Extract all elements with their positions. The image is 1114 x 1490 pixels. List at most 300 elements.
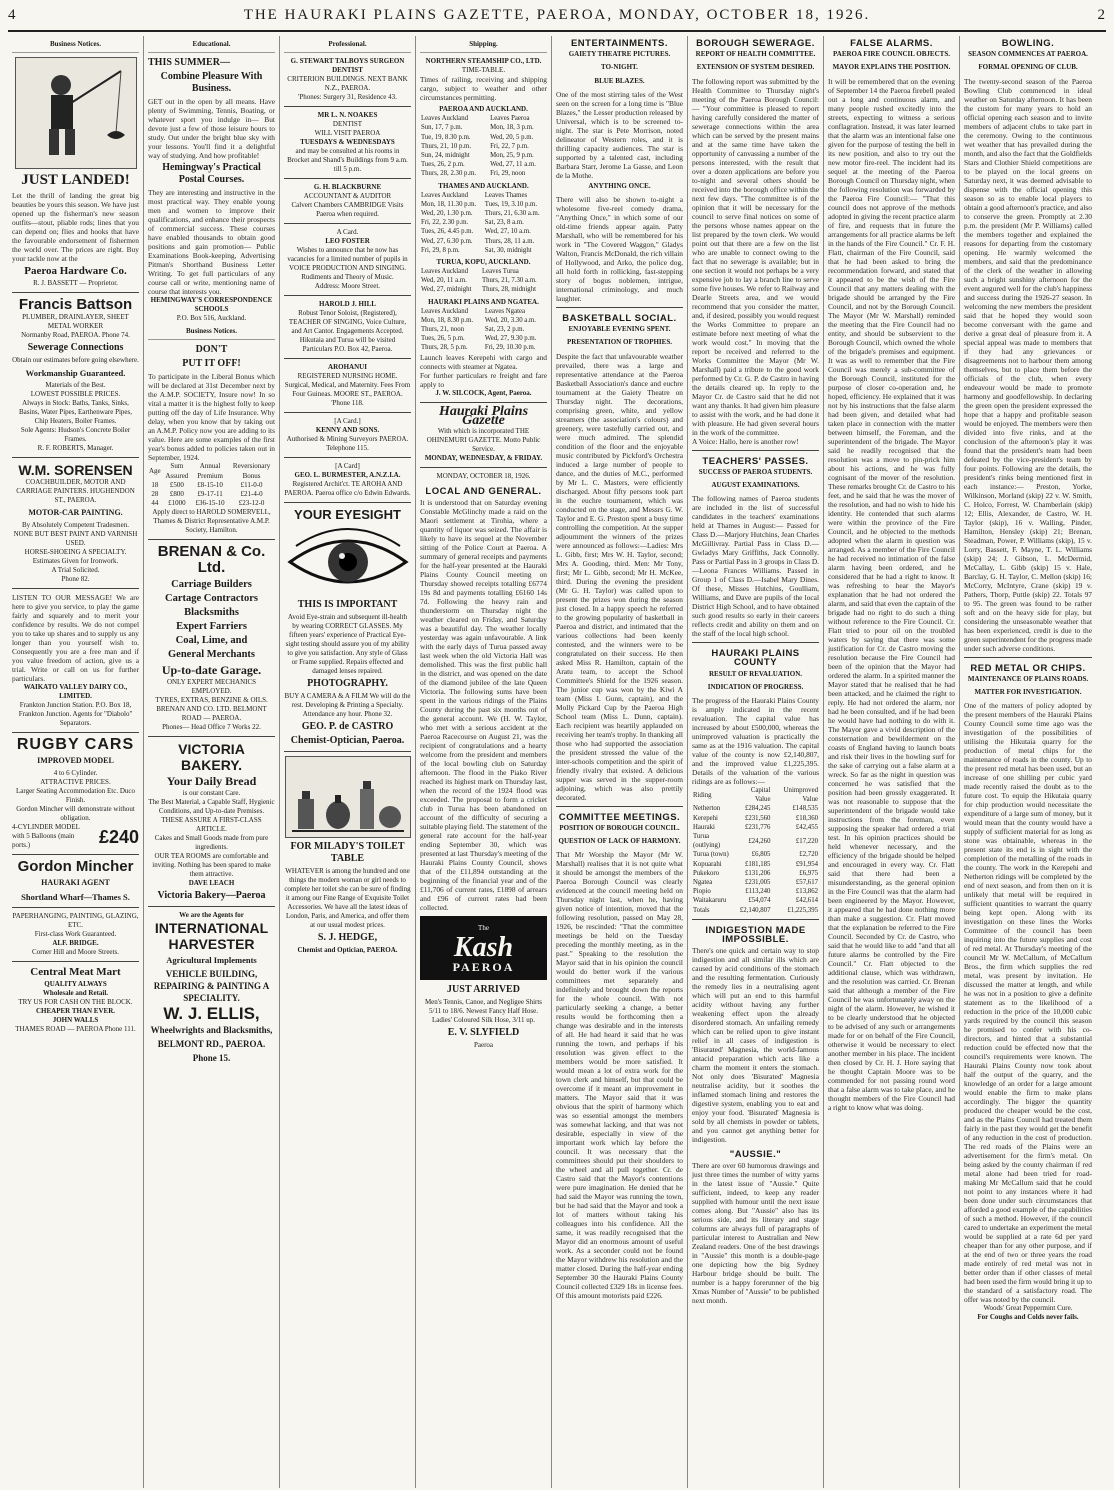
cell: Tues, 26, 2 p.m.: [421, 161, 465, 169]
cell: Thurs, 21, 6.30 a.m.: [484, 210, 540, 218]
local-general-heading: LOCAL AND GENERAL.: [425, 486, 542, 498]
nursing-home: REGISTERED NURSING HOME.: [297, 372, 398, 381]
sole-agents: Sole Agents: Hudson's Concrete Boiler Frames.: [20, 426, 131, 444]
business-notices-header: Business Notices.: [148, 323, 275, 340]
cell: Thurs, 21, 10 p.m.: [421, 142, 472, 150]
revaluation: RESULT OF REVALUATION.: [708, 669, 803, 678]
cakes: Cakes and Small Goods made from pure ingredients.: [154, 834, 269, 852]
noakes-visit: WILL VISIT PAEROA: [314, 129, 381, 138]
anything-text: There will also be shown to-night a wholesome five-reel comedy drama, "Anything Once," in which some of our old-time friends appear again. Patty Marshall, who will be remembered for his work in "The Covered Waggon," Gladys Walton, Francis McDonald, the rich villain of Hollywood, and Arko, the police dog, all hold forth in rollicking, fast-stepping story of bogus noblemen, intrigue, international criminology, and much laughter.: [556, 195, 683, 304]
model-price-row: [12, 823, 139, 850]
cell: Turua (outlying): [693, 833, 721, 850]
card-label: A Card.: [336, 228, 359, 237]
motorcar-painting: MOTOR-CAR PAINTING.: [28, 508, 123, 518]
sorensen-trade: COACHBUILDER, MOTOR AND CARRIAGE PAINTERS. HUGHENDON ST., PAEROA.: [16, 478, 135, 505]
cell: Thurs, 28, midnight: [481, 286, 536, 294]
table-row: [420, 307, 547, 316]
putoff-heading: PUT IT OFF!: [182, 358, 241, 370]
sewerage-text: The following report was submitted by the Health Committee to Thursday night's meeting of the Paeroa Borough Council:— "Your committee is pleased to report having carefully considered the matter of sewerage connections within the area which can be served by the present mains and at the same time have taken the opportunity of canvassing a number of the persons interested, with the result that over a dozen applications are before you to-night and several others should be received into the borough office within the next few days. "The committee is of the opinion that it will be necessary for the council to serve final notices on some of the persons whose names appear on the list prepared by the town clerk. We would point out that there are a few on the list who are unable to connect owing to the fact that no sewerage is available; but in one section it would not perhaps be a very expensive job to lay a branch line to serve some five houses. We refer to Railway and Dearle Streets area, and we would recommend that you consider the matter, and, if desired, possibly you would request the Works Committee to prepare an estimate before next meeting of what the work would cost." In moving that the report be received and referred to the Works Committee the Mayor (Mr W. Marshall) paid a tribute to the good work performed by Cr. G. P. de Castro in having the details cleared up. In reply to the Mayor Cr. de Castro said that he did not want any thanks. It had given him pleasure to assist with the work, and he had done it with pleasure. He had given several hours in the work of the committee.: [692, 76, 819, 437]
masthead: [8, 0, 1106, 32]
table-row: [692, 887, 819, 896]
brenan-service: Expert Farriers: [176, 621, 247, 633]
cell: Kopuarahi: [693, 860, 722, 868]
cell: £181,185: [744, 860, 771, 868]
cell: £500: [169, 480, 184, 489]
column-6-sewerage: [688, 36, 824, 1488]
table-row: [420, 133, 547, 142]
important-heading: THIS IS IMPORTANT: [297, 599, 398, 611]
frankton-address: Frankton Junction Station. P.O. Box 18, Frankton Junction. Agents for "Diabolo" Separators.: [18, 701, 133, 728]
cell: £11-0-0: [240, 480, 263, 489]
valuation-table: [692, 786, 819, 915]
cell: Leaves Auckland: [421, 268, 468, 276]
noakes-consult: and may be consulted at his rooms in Brocket and Shand's Buildings from 9 a.m. till 5 p.m.: [287, 147, 408, 174]
entertainments-heading: ENTERTAINMENTS.: [570, 38, 669, 49]
john-walls: JOHN WALLS: [52, 1016, 99, 1025]
cell: £148,535: [792, 805, 818, 813]
table-row: [692, 832, 819, 850]
brenan-road: BRENAN AND CO. LTD. BELMONT ROAD — PAEROA.: [156, 705, 267, 723]
cell: £91,954: [795, 860, 818, 868]
best-material: The Best Material, a Capable Staff, Hygienic Conditions, and Up-to-date Premises.: [148, 798, 275, 816]
apply-somervell: Apply direct to HAROLD SOMERVELL, Thames & District Representative A.M.P. Society, Hamilton.: [152, 508, 271, 535]
cell: Fri, 29, 8 p.m.: [421, 246, 460, 254]
cell: £23-12-0: [238, 499, 265, 508]
horse-shoeing: HORSE-SHOEING A SPECIALTY.: [24, 548, 127, 557]
cell: £9-17-11: [197, 490, 223, 499]
gazette-nameplate: Hauraki Plains Gazette: [438, 403, 529, 428]
table-row: [148, 490, 275, 499]
shortland-wharf: Shortland Wharf—Thames S.: [21, 892, 130, 903]
rugby-cars: RUGBY CARS: [16, 736, 135, 754]
cell: Hauraki: [693, 823, 715, 831]
cell: Leaves Turua: [481, 268, 519, 276]
page-number-left: 4: [8, 6, 17, 23]
blue-blazes: BLUE BLAZES.: [594, 76, 645, 85]
season-commences: SEASON COMMENCES AT PAEROA.: [968, 50, 1088, 59]
table-row: [420, 227, 547, 236]
international: INTERNATIONAL: [154, 920, 269, 937]
assure: THESE ASSURE A FIRST-CLASS ARTICLE.: [161, 816, 262, 834]
hemingway-text: They are interesting and instructive in the most practical way. They enable young men and women to improve their qualifications, and enhance their prospects of commercial success. These courses have enabled thousands to obtain good positions and gain promotion— Public Examinations Book-keeping, Advertising Pitman's Shorthand Business Letter Writing. To get full particulars of any course call or write, mentioning name of course that interests you.: [148, 188, 275, 297]
brenan-service: Cartage Contractors: [164, 593, 258, 605]
noakes-days: TUESDAYS & WEDNESDAYS: [300, 138, 395, 147]
table-row: [420, 114, 547, 123]
eyesight-heading: YOUR EYESIGHT: [294, 507, 401, 523]
silcock-agent: J. W. SILCOCK, Agent, Paeroa.: [435, 388, 532, 397]
table-row: [420, 169, 547, 178]
anything-once: ANYTHING ONCE.: [588, 181, 651, 190]
victoria-bakery: VICTORIA BAKERY.: [178, 741, 245, 774]
tonight: TO-NIGHT.: [601, 63, 638, 72]
table-row: [420, 267, 547, 276]
noakes-name: MR L. N. NOAKES: [317, 111, 378, 120]
cell: Wed, 27, 10 a.m.: [484, 228, 531, 236]
vehicle-building: VEHICLE BUILDING, REPAIRING & PAINTING A SPECIALITY.: [153, 969, 270, 1004]
cell: Wed, 27, midnight: [421, 286, 472, 294]
timetable-text: Times of railing, receiving and shipping cargo, subject to weather and other circumstances permitting.: [420, 75, 547, 103]
cell: £231,776: [744, 823, 771, 831]
cell: Thurs, 21, 7.30 a.m.: [481, 277, 537, 285]
phone-82: Phone 82.: [61, 575, 90, 584]
cell: Fri, 29, noon: [490, 170, 526, 178]
model-spec: 4-CYLINDER MODEL with 5 Balloons (main ports.): [12, 823, 80, 850]
daily-bread: Your Daily Bread: [166, 774, 257, 789]
table-row: [692, 860, 819, 869]
cell: Wed, 20, 1.30 p.m.: [421, 210, 473, 218]
card-label-2: [A Card.]: [334, 417, 361, 426]
formal-opening: FORMAL OPENING OF CLUB.: [978, 63, 1078, 72]
cell: Wed, 27, 9.30 p.m.: [484, 335, 537, 343]
paperhanging: PAPERHANGING, PAINTING, GLAZING, ETC.: [12, 912, 139, 930]
timetable-heading: TIME-TABLE.: [461, 66, 506, 75]
cylinder: 4 to 6 Cylinder.: [53, 769, 98, 778]
materials: Materials of the Best.: [45, 381, 106, 390]
county-text: The progress of the Hauraki Plains County is amply indicated in the recent revaluation. The capital value has increased by about £500,000, whereas the unimproved valuation is practically the same as at the 1916 valuation. The capital value of the county is now £2,140,807, and the improved value £1,225,395. Details of the valuation of the various ridings are as follows:—: [692, 696, 819, 787]
cell: Waitakaruru: [693, 897, 727, 905]
bonus-col-sum: Sum Assured: [165, 462, 189, 480]
noakes-title: DENTIST: [332, 120, 363, 129]
turua-table: [420, 267, 547, 295]
cell: £284,245: [744, 805, 771, 813]
sewerage-text: Obtain our estimates before going elsewhere.: [12, 356, 139, 365]
column-4-shipping: [416, 36, 552, 1488]
maintenance-roads: MAINTENANCE OF PLAINS ROADS.: [967, 674, 1089, 683]
chemist-optician: Chemist-Optician, Paeroa.: [290, 735, 405, 747]
cell: £231,005: [744, 879, 771, 887]
thames-auckland: THAMES AND AUCKLAND.: [438, 181, 529, 190]
cell: Sat, 30, midnight: [484, 246, 532, 254]
indigestion-heading: INDIGESTION MADE IMPOSSIBLE.: [705, 924, 806, 946]
table-row: [420, 316, 547, 325]
cell: £800: [169, 490, 184, 499]
brenan-service: Coal, Lime, and: [175, 635, 248, 647]
cell: Wed, 27, 6.30 p.m.: [421, 237, 473, 245]
ironwork-estimates: Estimates Given for Ironwork.: [32, 557, 119, 566]
hedge-name: S. J. HEDGE,: [317, 932, 378, 944]
battson-name: Francis Battson: [18, 296, 133, 314]
cell: Thurs, 28, 5 p.m.: [421, 344, 468, 352]
teachers-heading: TEACHERS' PASSES.: [702, 455, 809, 467]
local-general-text: It is understood that on Saturday evening Constable McGlinchy made a raid on the Maori settlement at Tirohia, where a quantity of liquor was seized. The affair is likely to have its sequel at the November sitting of the Police Court at Paeroa. A summary of general receipts and payments for the half-year presented at the Hauraki Plains County Council meeting on Thursday showed receipts totalling £6774 19s 8d and payments totalling £6160 14s 7d. Following the heavy rain and thunderstorm on Thursday night the weather cleared on Friday, and Saturday was a beautiful day. The weather locally yesterday was again unfavourable. A link with the early days of Turua passed away last week when the old Victoria Hall was demolished. This was the first public hall in the district, and was opened on the date of the diamond jubilee of the late Queen Victoria. The following sums have been spent in the various ridings of the Plains County during the past six months out of the general account. We (H. W. Taylor, who met with a serious accident at the Paeroa Racecourse on August 21, was the recipient of congratulations and a hearty welcome from the president and members of the local bowling club on Saturday afternoon. The flood in the Piako River reached its highest mark on Thursday last, when the record of the 1924 flood was exceeded. The proposal to form a cricket club in Turua has been abandoned on account of the difficulty of securing a suitable playing field. The statement of the general rate account for the half-year ending September 30, which was presented at last Thursday's meeting of the Hauraki Plains County Council, shows that of the £11,894 outstanding at the beginning of the financial year and of the £11,706 of current rates, £1898 of arrears and £96 of current rates had been collected.: [420, 498, 547, 913]
committee-text: That Mr Worship the Mayor (Mr W. Marshall) realises that it is not quite what it should be amongst the members of the Paeroa Borough Council was clearly evidenced at the council meeting held on Thursday night last, when he, having given notice of intention, moved that the following resolution, passed on May 28, 1926, be rescinded: "That the committee meetings be held on the Tuesday preceding the monthly meeting, as in the past." Speaking to the resolution the Mayor said that in his opinion the council would do better work if the various committees met separately and indefinitely and brought down the reports for the whole council. With not particularly seeking a change, a better results would be forthcoming then a change was desirable and in the interests of all. He had heard it said that he was running the town, and perhaps if his resolution was given effect to the members would be more satisfied. It would mean a lot of extra work for the town clerk and himself, but that could be overcome if it meant an improvement in matters. The Mayor said that it was obvious that the spirit of harmony which was so essential amongst the members was somewhat lacking, and that was not desirable, especially in view of the important work which lay before the council. It was necessary that the committees should put their shoulders to the wheel and all pull together. Cr. de Castro said that the Mayor's contentions were pure imagination. He denied that he had said the Mayor was running the town, but he had said that the Mayor and took a lot of matters without taking his colleagues into his confidence. All the same, it was readily recognised that the Mayor did an enormous amount of useful work. As a seconder could not be found the Mayor withdrew his resolution and the matter closed. During the half-year ending September 30 the Hauraki Plains County Council collected £329 18s in license fees. Of this amount motorists paid £226.: [556, 850, 683, 1301]
cell: Leaves Auckland: [421, 115, 468, 123]
cell: £1,225,395: [787, 906, 818, 914]
implements: Agricultural Implements: [166, 955, 257, 966]
gaiety-heading: GAIETY THEATRE PICTURES.: [568, 50, 671, 59]
august-exams: AUGUST EXAMINATIONS.: [711, 481, 800, 490]
cell: £42,455: [795, 823, 818, 831]
workmanship: Workmanship Guaranteed.: [25, 368, 126, 379]
summer-text: GET out in the open by all means. Have plenty of Swimming, Tennis, Boating, or whatever sport you indulge in— But devote just a few of those leisure hours to study. Out under the bright blue sky with your lessons. You'll find it a delightful way of studying. And how profitable!: [148, 97, 275, 161]
columns: [8, 36, 1106, 1488]
dave-leach: DAVE LEACH: [188, 879, 235, 888]
eye-text: Avoid Eye-strain and subsequent ill-health by wearing CORRECT GLASSES. My fifteen years' experience of Practical Eye-sight testing should assure you of my ability to give you satisfaction. Any style of Glass or Frame supplied. Repairs effected and damaged lenses repaired.: [285, 613, 410, 676]
brenan-service: Blacksmiths: [184, 607, 239, 619]
paeroa-auckland-table: [420, 114, 547, 178]
mechanics: ONLY EXPERT MECHANICS EMPLOYED.: [166, 678, 257, 696]
table-row: [692, 869, 819, 878]
aussie-heading: "AUSSIE.": [729, 1149, 782, 1161]
enjoyable-evening: ENJOYABLE EVENING SPENT.: [568, 325, 671, 334]
fisherman-icon: [21, 63, 131, 163]
hill-text: Robust Tenor Soloist, (Registered), TEACHER OF SINGING, Voice Culture, and Art Cantor. Engagements Accepted. Hikutaia and Turua will be visited Particulars P.O. Box 42, Paeroa.: [288, 309, 407, 354]
thames-auckland-table: [420, 191, 547, 255]
central-meat-mart: Central Meat Mart: [30, 966, 121, 979]
battson-trade: PLUMBER, DRAINLAYER, SHEET METAL WORKER: [22, 313, 129, 331]
just-landed-text: Let the thrill of landing the great big beauties be yours this season. We have just opened up the fisherman's new season outfits—stout, pliable rods; lines that you can depend on; flies and hooks that have the favourable endorsement of fishermen the world over. The prices are right. Buy your tackle now at the: [12, 191, 139, 264]
table-row: [420, 334, 547, 343]
first-class-work: First-class Work Guaranteed.: [34, 930, 117, 939]
paeroa-hardware-name: Paeroa Hardware Co.: [24, 265, 127, 278]
question-harmony: QUESTION OF LACK OF HARMONY.: [558, 837, 681, 846]
blackburne-title: ACCOUNTANT & AUDITOR: [303, 192, 392, 201]
cell: Pukekoro: [693, 869, 720, 877]
blackburne-address: Calvert Chambers CAMBRIDGE Visits Paeroa when required.: [291, 201, 404, 219]
cell: Sun, 17, 7 p.m.: [421, 124, 463, 132]
cell: Turua (town): [693, 851, 729, 859]
position-borough: POSITION OF BOROUGH COUNCIL.: [559, 823, 680, 832]
basketball-text: Despite the fact that unfavourable weather prevailed, there was a large and representative attendance at the Paeroa Basketball Association's dance and euchre tournament at the Gaiety Theatre on Thursday night. The decorations, comprising green, white, and yellow streamers (the association's colours) and greenery, were tastefully carried out, and were much admired. The splendid condition of the floor and the enjoyable music contributed by Pickford's Orchestra induced a large number of people to dance, and the duties of M.C., performed by Mr L. C. Masters, were efficiently discharged. About fifty persons took part in the euchre tournament, which was conducted on the stage, and Messrs G. W. Taylor and E. G. Preston spent a busy time controlling the competition. At the supper adjournment the winners of the prizes were announced as follows:—Ladies: Mrs L. Gibb, first; Mrs W. H. Taylor, second; Mrs A. Gooding, third. Men: Mr Tony, first; Mr L. Gibb, second; Mr H. McKee, third. During the evening the president (Mr G. H. Taylor) was called upon to present the prizes won during the season just closed. In a happy speech he referred to the growing popularity of basketball in Paeroa and district, and intimated that the various collections had been keenly contested, and the winners were to be congratulated on their success. He then asked Miss R. Hamilton, captain of the Aratu team, to accept the School Committee's Shield for the 1926 season. The junior cup was won by the Kiwi A team (Miss I. Gunn, captain), and the Molly Pickard Cup by the Paeroa High School team (Miss L. Dunn, captain). Each recipient was heartily applauded on receiving her team's trophy. In thanking all those who had supported the association the president stressed the value of the inter-schools competition and the spirit of friendly rivalry that existed. A delicious supper was served in the supper-room adjoining, which was also prettily decorated.: [556, 351, 683, 802]
ellis-name: W. J. ELLIS,: [163, 1004, 260, 1024]
column-2-educational: [144, 36, 280, 1488]
eye-icon: [286, 526, 410, 596]
extension-desired: EXTENSION OF SYSTEM DESIRED.: [696, 63, 815, 72]
progress: INDICATION OF PROGRESS.: [707, 682, 804, 691]
launch-note: Launch leaves Kerepehi with cargo and connects with steamer at Ngatea.: [420, 352, 547, 371]
quality-always: QUALITY ALWAYS: [44, 980, 107, 989]
kash-advert: [420, 916, 547, 980]
cell: £8-15-10: [197, 480, 223, 489]
teachers-text: The following names of Paeroa students are included in the list of successful candidates in the teachers' examinations held at Thames in August:— Passed for Class D.—Marjory Hutchins, Jean Charles McGillivray. Partial Pass in Class D.—Gwladys Mary Griffiths, Jack Connolly. Pass or Partial Pass in 3 groups in Class D.—Leona Frances Williams. Passed in Group 1 of Class D.—Isabel Mary Dines. Of these, Misses Hutchins, Goulliam, Williams, and Dave are pupils of the local District High School, and to have obtained such good results so early in their careers reflects credit and ability on them and on the staff of the local high school.: [692, 494, 819, 639]
bonus-table: [148, 462, 275, 508]
milady-text: WHATEVER is among the hundred and one things the modern woman or girl needs to complete her toilet she can be sure of finding it among our Fine Range of Exquisite Toilet Accessories. We have all the latest ideas of London, Paris, and America, and offer them at our usual modest prices.: [284, 867, 411, 930]
table-row: [420, 209, 547, 218]
cell: Totals: [693, 906, 710, 914]
cell: Fri, 22, 7 p.m.: [490, 142, 529, 150]
mincher-name: Gordon Mincher: [17, 858, 134, 876]
cell: Tues, 26, 5 p.m.: [421, 335, 465, 343]
waikato-dairy: WAIKATO VALLEY DAIRY CO., LIMITED.: [23, 683, 128, 701]
ngatea-table: [420, 307, 547, 353]
bonus-col-age: Age: [149, 467, 161, 475]
table-totals: [692, 906, 819, 915]
cell: Thurs, 28, 2.30 p.m.: [421, 170, 477, 178]
cell: Fri, 29, 10.30 p.m.: [484, 344, 536, 352]
cell: Kerepehi: [693, 814, 718, 822]
lowest-prices: LOWEST POSSIBLE PRICES.: [30, 390, 121, 399]
bonus-col-bonus: Reversionary Bonus: [232, 462, 271, 480]
gazette-sub: With which is incorporated THE OHINEMURI GAZETTE. Motto Public Service.: [426, 427, 541, 454]
presentation-trophies: PRESENTATION OF TROPHIES.: [567, 338, 672, 347]
cheaper: CHEAPER THAN EVER.: [35, 1007, 116, 1016]
brenan-service: Carriage Builders: [171, 579, 252, 591]
column-header: Business Notices.: [12, 36, 139, 53]
hemingway-box: P.O. Box 516, Auckland.: [176, 314, 247, 323]
summer-heading: THIS SUMMER—: [148, 57, 230, 69]
stock-list: Always in Stock: Baths, Tanks, Sinks, Basins, Water Pipes, Earthenware Pipes, Chip Heaters, Boiler Frames.: [18, 399, 133, 426]
photography-text: BUY A CAMERA & A FILM We will do the rest. Developing & Printing a Specialty. Attendance any hour. Phone 32.: [284, 692, 411, 719]
red-metal-text: One of the matters of policy adopted by the present members of the Hauraki Plains County Council some time ago was the investigation of the possibilities of utilising the Hikutaia quarry for the production of metal chips for the maintenance of roads in the county. Up to the present red metal has been used, but an increase of one shilling per cubic yard made recently raised the doubt as to the future cost. To equip the Hikutaia quarry for chip production would necessitate the expenditure of a large sum of money, but it would mean that the county would have a supply of sufficient material for as long as stone was obtainable, whereas in the present state its end is in sight with the completion of the metalling of the roads in the county. The work in the Kerepehi and Netherton ridings will be completed by the end of next season, and from then on it is unlikely that metal will be required in sufficient quantities to warrant the quarry being kept open. Along with its investigation on these lines the Works Committee of the council has been inquiring into the future supplies and cost of red metal. At Thursday's meeting of the council Mr W. McCallum, of McCallum Bros., the firm which supplies the red metal, was present by invitation. He discussed the matter at length, and while he was not in a position to give a definite statement as to the likelihood of a reduction in the price of the 10,000 cubic yards required by the council this season he promised to confer with his co-directors, and hinted that a substantial reduction could be effected now that the council's requirements were known. The Hauraki Plains County now took about half the output of the quarry, and the knowledge of an order for a large amount would enable the firm to make plans accordingly. The bigger the quantity produced the cheaper would be the cost, and as the Plains Council had treated them fairly in the past they would get the benefit of any reduction in the cost of production. The red roads of the Plains were an advertisement for the firm's metal. On being asked by the county chairman if red metal alone had been tried for road-making Mr McCallum said that he could not point to any instances where it had been done under such circumstances that afforded a good example of the capabilities of such a method. However, if the council cared to undertake an experiment the metal would be supplied at a rate 6d per yard cheaper than for any other purpose, and if at the end of two or three years the road made entirely of red metal was not in better order than if other classes of metal had been used the firm would bring it up to the standard of a satisfactory road. The offer was noted by the council.: [964, 701, 1092, 1305]
voice-quote: A Voice: Hallo, here is another row!: [692, 436, 799, 446]
further-particulars: For further particulars re freight and fare apply to: [420, 370, 547, 389]
col-unimproved: Unimproved Value: [783, 787, 818, 804]
cell: Wed, 20, 3.30 a.m.: [484, 316, 537, 324]
kash-logo: Kash: [453, 932, 514, 964]
photography-heading: PHOTOGRAPHY.: [307, 678, 388, 690]
cell: Fri, 22, 2.30 p.m.: [421, 219, 469, 227]
battson-address: Normanby Road, PAEROA. Phone 74.: [21, 331, 130, 340]
cell: Sun, 24, midnight: [421, 152, 470, 160]
cell: 44: [151, 499, 159, 508]
nursing-text: Surgical, Medical, and Maternity. Fees From Four Guineas. MOORE ST., PAEROA. 'Phone 118.: [284, 381, 411, 408]
gazette-days: MONDAY, WEDNESDAY, & FRIDAY.: [424, 454, 543, 463]
burmester-name: GEO. L. BURMESTER, A.N.Z.I.A.: [294, 471, 401, 480]
motorcar-text: By Absolutely Competent Tradesmen.: [22, 521, 129, 530]
tea-rooms: OUR TEA ROOMS are comfortable and inviting. Nothing has been spared to make them attractive.: [152, 852, 271, 879]
column-1-business-notices: [8, 36, 144, 1488]
table-row: [420, 123, 547, 132]
talboys-name: G. STEWART TALBOYS SURGEON DENTIST: [290, 57, 405, 75]
talboys-phone: 'Phones: Surgery 31, Residence 43.: [298, 93, 397, 102]
table-row: [692, 823, 819, 832]
table-row: [692, 896, 819, 905]
table-row: [420, 142, 547, 151]
hill-name: HAROLD J. HILL: [319, 300, 376, 309]
cell: Ngatea: [693, 879, 713, 887]
cell: Sat, 23, 8 a.m.: [484, 219, 524, 227]
hemingway-schools: HEMINGWAY'S CORRESPONDENCE SCHOOLS: [150, 296, 273, 314]
bonus-col-premium: Annual Premium: [197, 462, 223, 480]
sewerage-heading: Sewerage Connections: [27, 342, 124, 354]
fire-council-objects: PAEROA FIRE COUNCIL OBJECTS.: [833, 50, 950, 59]
woods-cure: Woods' Great Peppermint Cure.: [983, 1304, 1073, 1313]
cell: £54,074: [748, 897, 771, 905]
investigation: MATTER FOR INVESTIGATION.: [974, 688, 1082, 697]
kash-paeroa: PAEROA: [452, 960, 515, 975]
column-5-entertainments: [552, 36, 688, 1488]
cell: £13,862: [795, 888, 818, 896]
cell: £17,220: [795, 837, 818, 845]
wholesale-retail: Wholesale and Retail.: [42, 989, 109, 998]
slyfield-name: E. V. SLYFIELD: [447, 1027, 520, 1039]
cell: Mon, 18, 8.30 p.m.: [421, 316, 474, 324]
cell: Thurs, 28, 11 a.m.: [484, 237, 535, 245]
slyfield-town: Paeroa: [473, 1041, 494, 1050]
false-alarms-heading: FALSE ALARMS.: [850, 38, 933, 49]
table-row: [692, 814, 819, 823]
combine-heading: Combine Pleasure With Business.: [160, 71, 263, 95]
brenan-service: General Merchants: [168, 649, 255, 661]
cell: Leaves Ngatea: [484, 307, 526, 315]
cell: Mon, 25, 9 p.m.: [490, 152, 534, 160]
bowling-text: The twenty-second season of the Paeroa Bowling Club commenced in ideal weather on Saturday afternoon. It has been the custom for many years to hold an official opening each season and to invite members of adjacent clubs to take part in the ceremony. Owing to the continuous wet weather that has prevailed during the month, and also the fact that the Goldfields Stars and Clothier Shield competitions are to be played on the local greens on Saturday next, it was deemed advisable to dispense with the official opening this season so as to enable local players to obtain a good afternoon's practice, and also to conserve the green. Promptly at 2.30 p.m. the president (Mr P. Williams) called the members together and explained the reasons for departing from the customary opening. He warmly welcomed the members, and said that the predominance of the clerk of the weather in allowing such a bright sunshiny afternoon for the event augured well for the club's happiness and success during the 1926-27 season. In welcoming the new members the president said that he hoped they would soon become conversant with the game and derive a great deal of pleasure from it. A special appeal was made to members that if they had any grievances or disagreements not to harbour them among themselves, but to place them before the officials of the club, when every endeavour would be made to promote harmony and goodfellowship. In declaring the green open the president expressed the hope that a happy and profitable season would be enjoyed. The members were then divided into five rinks, and at the conclusion of the afternoon's play it was found that the president's team had been defeated by the vice-president's team by four points. Following are the details, the president's rinks being mentioned first in each instance:— Preston, Yorke, Wilkinson, Morland (skip) 22 v. W. Smith, C. Holco, Forrest, W. Chamberlain (skip) 12; Ellis, Alexander, de Castro, W. H. Taylor (skip), 16 v. Walling, Pinder, Hamilton, Hensley (skip) 21; Brenan, Steadman, Power, P. Williams (skip), 15 v. Lorry, Bassett, F. Mayne, T. L. Williams (skip) 24; J. Gibson, L. McDermid, McCallay, L. Gibb (skip) 15 v. Hale, Barclay, G. H. Taylor, C. Mellon (skip) 16; McCorry, McIntyre, Crane (skip) 19 v. Pathers, Thorp, Puttle (skip) 22. Totals 97 to 95. The green was found to be rather soft and on the heavy side for play, but considering the unseasonable weather that has been experienced, credit is due to the green superintendent for the progress made under such adverse conditions.: [964, 76, 1092, 653]
cell: £113,240: [745, 888, 771, 896]
cell: Wed, 20, 11 a.m.: [421, 277, 467, 285]
turua-kopu: TURUA, KOPU, AUCKLAND.: [436, 258, 531, 267]
foster-name: LEO FOSTER: [325, 237, 370, 246]
dairy-message: LISTEN TO OUR MESSAGE! We are here to give you service, to play the game fairly and squarely and to merit your confidence by results. We do not compel you to take up shares and to supply us any longer than you yourself wish to. Consequently you are a free man and if you value freedom of action, give us a trial. Write or call on us for further particulars.: [12, 593, 139, 684]
kenny-name: KENNY AND SONS.: [315, 426, 380, 435]
cell: £42,614: [795, 897, 818, 905]
garage-heading: Up-to-date Garage.: [161, 663, 262, 678]
brenan-services: [148, 578, 275, 662]
table-row: [148, 481, 275, 490]
table-row: [420, 151, 547, 160]
cell: £36-15-10: [195, 499, 225, 508]
col-capital: Capital Value: [750, 787, 771, 804]
cell: Wed, 27, 11 a.m.: [490, 161, 536, 169]
cell: £57,617: [795, 879, 818, 887]
table-row: [420, 285, 547, 294]
basketball-heading: BASKETBALL SOCIAL.: [562, 313, 677, 325]
cell: £6,975: [799, 869, 818, 877]
table-row: [420, 343, 547, 352]
demonstration: Gordon Mincher will demonstrate without obligation.: [16, 805, 135, 823]
red-metal-heading: RED METAL OR CHIPS.: [970, 662, 1086, 674]
castro-name: GEO. P. de CASTRO: [301, 721, 394, 733]
thames-road: THAMES ROAD — PAEROA Phone 111.: [15, 1025, 136, 1034]
hemingway-heading: Hemingway's Practical Postal Courses.: [162, 162, 261, 186]
cell: Piopio: [693, 888, 711, 896]
bridge-name: ALF. BRIDGE.: [52, 939, 99, 948]
cell: Sat, 23, 2 p.m.: [484, 326, 525, 334]
column-7-false-alarms: [824, 36, 960, 1488]
fisherman-illustration: [15, 57, 137, 169]
bassett-proprietor: R. J. BASSETT — Proprietor.: [33, 279, 118, 288]
indigestion-text: There's one quick and certain way to stop indigestion and all similar ills which are caused by acid conditions of the stomach and the resulting fermentation. Curiously the remedy lies in a neutralising agent which will put an end to this harmful acidity without having any further weakening effect upon the already disordered stomach. An unfailing remedy which can be relied upon to give instant relief in all cases of indigestion is 'Bisurated' Magnesia, the world-famous antacid preparation which acts like a charm the moment it enters the stomach. Not only does 'Bisurated' Magnesia neutralise acidity, but it soothes the inflamed stomach lining and restores the digestive system, enabling you to eat and enjoy your food. 'Bisurated' Magnesia is sold by all chemists in powder or tablets, and you cannot get anything better for indigestion.: [692, 946, 819, 1145]
table-row: [692, 804, 819, 813]
table-row: [420, 191, 547, 200]
seating: Larger Seating Accommodation Etc. Duco Finish.: [15, 787, 136, 805]
column-header: Professional.: [284, 36, 411, 53]
gaiety-text: One of the most stirring tales of the West seen on the screen for a long time is "Blue Blazes," the Lesser production released by Universal, which is to be screened to-night. The star is Pete Morrison, noted delineator of Western roles, and it is thrilling capacity audiences. The star is supported by a talented cast, including Barbara Starr, Jerome La Gasse, and Leon de la Mothe.: [556, 89, 683, 180]
cell: £1000: [168, 499, 186, 508]
woods-sub: For Coughs and Colds never fails.: [977, 1313, 1079, 1322]
toilet-table-illustration: [285, 756, 411, 838]
arrived-text: Men's Tennis, Canoe, and Negligee Shirts 5/11 to 18/6. Newest Fancy Half Hose. Ladies' Coloured Silk Hose, 3/11 up.: [424, 998, 543, 1025]
table-row: [420, 325, 547, 334]
cell: Leaves Thames: [484, 191, 528, 199]
arohanui-name: AROHANUI: [328, 363, 367, 372]
daily-bread-sub: is our constant Care.: [182, 789, 241, 798]
column-header: Shipping.: [420, 36, 547, 53]
table-row: [420, 160, 547, 169]
cell: Tues, 26, 4.45 p.m.: [421, 228, 474, 236]
talboys-address: CRITERION BUILDINGS. NEXT BANK N.Z., PAEROA.: [287, 75, 408, 93]
cell: Wed, 20, 5 p.m.: [490, 133, 534, 141]
column-3-professional: [280, 36, 416, 1488]
newspaper-title: THE HAURAKI PLAINS GAZETTE, PAEROA, MONDAY, OCTOBER 18, 1926.: [243, 6, 871, 23]
table-row: [692, 878, 819, 887]
table-row: [420, 218, 547, 227]
foster-text: Wishes to announce that he now has vacancies for a limited number of pupils in VOICE PRODUCTION AND SINGING. Rudiments and Theory of Music.: [287, 246, 408, 282]
cell: Netherton: [693, 805, 721, 813]
tyres: TYRES, EXTRAS, BENZINE & OILS.: [155, 696, 268, 705]
page-number-right: 2: [1097, 6, 1106, 23]
northern-steamship: NORTHERN STEAMSHIP CO., LTD.: [425, 57, 542, 66]
foster-address: Address: Moore Street.: [314, 282, 381, 291]
success-students: SUCCESS OF PAEROA STUDENTS.: [698, 467, 813, 476]
trial-solicited: A Trial Solicited.: [51, 566, 100, 575]
try-us: TRY US FOR CASH ON THE BLOCK.: [18, 998, 133, 1007]
aussie-text: There are over 60 humorous drawings and just three times the number of witty yarns in the latest issue of "Aussie." Quite sufficient, indeed, to keep any reader supplied with humour until the next issue comes along. But "Aussie" also has its serious side, and its literary and stage columns are always full of paragraphs of particular interest to Australian and New Zealand readers. One of the best drawings in "Aussie" this month is a double-page one depicting how the big Sydney Harbour bridge should be built. The number is a happy forerunner of the big Xmas Number of "Aussie" to be published next month.: [692, 1161, 819, 1306]
committee-heading: COMMITTEE MEETINGS.: [558, 811, 681, 823]
hauraki-ngatea: HAURAKI PLAINS AND NGATEA.: [428, 297, 539, 306]
bowling-heading: BOWLING.: [1001, 38, 1055, 49]
cell: 18: [151, 480, 159, 489]
county-heading: HAURAKI PLAINS COUNTY: [711, 648, 800, 669]
